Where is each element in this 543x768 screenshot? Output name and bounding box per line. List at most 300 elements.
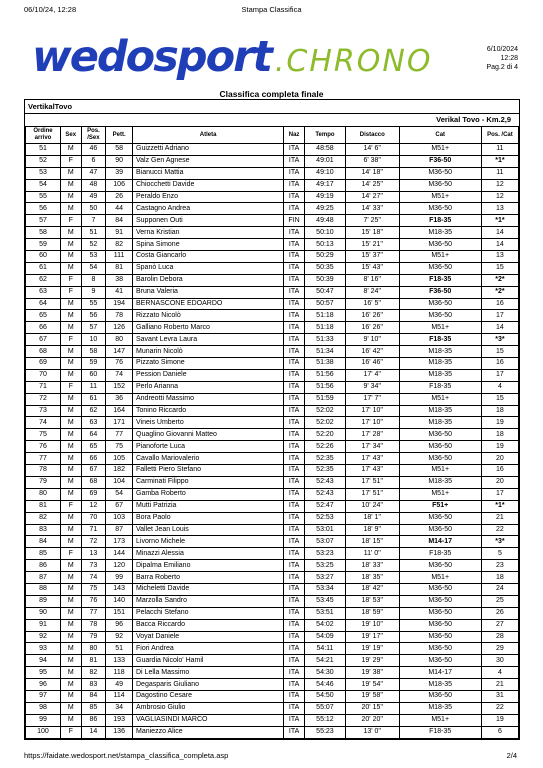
page-title: Classifica completa finale <box>219 89 324 99</box>
cell-bib: 82 <box>106 239 133 251</box>
cell-athlete: Bora Paolo <box>133 512 284 524</box>
cell-pos-cat: 25 <box>481 595 518 607</box>
cell-pos-cat: 23 <box>481 560 518 572</box>
results-box <box>24 99 520 740</box>
cell-gap: 19' 38'' <box>346 667 400 679</box>
cell-bib: 51 <box>106 643 133 655</box>
cell-category: M18-35 <box>399 476 481 488</box>
cell-athlete: Quaglino Giovanni Matteo <box>133 429 284 441</box>
cell-sex: M <box>60 310 81 322</box>
cell-athlete: Bianucci Mattia <box>133 167 284 179</box>
cell-pos-sex: 85 <box>81 702 106 714</box>
cell-athlete: Guardia Nicolo' Hamil <box>133 655 284 667</box>
cell-bib: 87 <box>106 524 133 536</box>
cell-pos-cat: *1* <box>481 215 518 227</box>
cell-time: 51:59 <box>304 393 345 405</box>
cell-athlete: Falletti Piero Stefano <box>133 465 284 477</box>
table-row <box>26 512 519 524</box>
cell-athlete: Perlo Arianna <box>133 381 284 393</box>
cell-category: M36-50 <box>399 453 481 465</box>
cell-athlete: Guizzetti Adriano <box>133 144 284 156</box>
cell-athlete: Barolin Debora <box>133 274 284 286</box>
cell-category: F51+ <box>399 500 481 512</box>
cell-nation: ITA <box>284 679 305 691</box>
cell-order: 70 <box>26 369 61 381</box>
cell-gap: 15' 43'' <box>346 262 400 274</box>
cell-nation: ITA <box>284 524 305 536</box>
cell-time: 54:50 <box>304 690 345 702</box>
cell-nation: ITA <box>284 595 305 607</box>
cell-time: 52:43 <box>304 488 345 500</box>
cell-order: 60 <box>26 251 61 263</box>
cell-nation: ITA <box>284 144 305 156</box>
cell-sex: M <box>60 655 81 667</box>
cell-order: 82 <box>26 512 61 524</box>
cell-sex: F <box>60 215 81 227</box>
cell-sex: M <box>60 167 81 179</box>
logo-suffix: .CHRONO <box>274 44 433 79</box>
cell-category: M51+ <box>399 393 481 405</box>
cell-sex: M <box>60 144 81 156</box>
col-header-pos-cat: Pos. /Cat <box>481 127 518 144</box>
cell-time: 53:34 <box>304 583 345 595</box>
cell-time: 50:57 <box>304 298 345 310</box>
cell-time: 52:47 <box>304 500 345 512</box>
cell-category: M36-50 <box>399 595 481 607</box>
cell-bib: 133 <box>106 655 133 667</box>
cell-nation: ITA <box>284 702 305 714</box>
cell-pos-sex: 54 <box>81 262 106 274</box>
cell-pos-sex: 66 <box>81 453 106 465</box>
cell-order: 52 <box>26 155 61 167</box>
cell-gap: 18' 33'' <box>346 560 400 572</box>
cell-nation: ITA <box>284 643 305 655</box>
cell-gap: 18' 59'' <box>346 607 400 619</box>
cell-order: 71 <box>26 381 61 393</box>
cell-order: 72 <box>26 393 61 405</box>
cell-pos-sex: 56 <box>81 310 106 322</box>
cell-time: 54:30 <box>304 667 345 679</box>
cell-pos-cat: 14 <box>481 227 518 239</box>
cell-bib: 80 <box>106 334 133 346</box>
cell-pos-sex: 59 <box>81 358 106 370</box>
cell-pos-sex: 76 <box>81 595 106 607</box>
cell-category: M18-35 <box>399 702 481 714</box>
cell-order: 95 <box>26 667 61 679</box>
cell-time: 55:23 <box>304 726 345 738</box>
cell-bib: 36 <box>106 393 133 405</box>
cell-nation: ITA <box>284 631 305 643</box>
cell-gap: 17' 51'' <box>346 488 400 500</box>
cell-order: 66 <box>26 322 61 334</box>
table-row <box>26 465 519 477</box>
cell-time: 53:23 <box>304 548 345 560</box>
cell-pos-sex: 75 <box>81 583 106 595</box>
cell-sex: M <box>60 524 81 536</box>
table-row <box>26 358 519 370</box>
cell-pos-cat: 13 <box>481 251 518 263</box>
cell-time: 53:07 <box>304 536 345 548</box>
cell-time: 54:21 <box>304 655 345 667</box>
cell-gap: 17' 43'' <box>346 453 400 465</box>
cell-nation: ITA <box>284 476 305 488</box>
cell-nation: ITA <box>284 619 305 631</box>
cell-order: 76 <box>26 441 61 453</box>
cell-pos-cat: 16 <box>481 465 518 477</box>
cell-nation: ITA <box>284 441 305 453</box>
table-row <box>26 251 519 263</box>
cell-athlete: Marzolla Sandro <box>133 595 284 607</box>
cell-gap: 11' 0'' <box>346 548 400 560</box>
cell-athlete: Bruna Valeria <box>133 286 284 298</box>
cell-category: M36-50 <box>399 512 481 524</box>
cell-sex: M <box>60 239 81 251</box>
cell-order: 100 <box>26 726 61 738</box>
cell-time: 52:02 <box>304 417 345 429</box>
cell-bib: 118 <box>106 667 133 679</box>
table-row <box>26 453 519 465</box>
cell-bib: 99 <box>106 572 133 584</box>
cell-sex: F <box>60 726 81 738</box>
cell-nation: ITA <box>284 583 305 595</box>
cell-athlete: Verna Kristian <box>133 227 284 239</box>
cell-gap: 14' 33'' <box>346 203 400 215</box>
cell-athlete: Supponen Outi <box>133 215 284 227</box>
cell-sex: M <box>60 417 81 429</box>
cell-category: M18-35 <box>399 369 481 381</box>
cell-athlete: Chiocchetti Davide <box>133 179 284 191</box>
cell-nation: ITA <box>284 334 305 346</box>
cell-order: 79 <box>26 476 61 488</box>
cell-time: 49:48 <box>304 215 345 227</box>
cell-nation: ITA <box>284 667 305 679</box>
cell-category: M18-35 <box>399 346 481 358</box>
table-row <box>26 679 519 691</box>
cell-pos-sex: 82 <box>81 667 106 679</box>
cell-pos-cat: 19 <box>481 441 518 453</box>
table-row <box>26 476 519 488</box>
cell-pos-sex: 47 <box>81 167 106 179</box>
cell-athlete: Voyat Daniele <box>133 631 284 643</box>
cell-sex: M <box>60 191 81 203</box>
cell-time: 52:53 <box>304 512 345 524</box>
cell-pos-cat: *2* <box>481 286 518 298</box>
table-row <box>26 667 519 679</box>
table-row <box>26 631 519 643</box>
cell-sex: M <box>60 262 81 274</box>
logo-main: wedosport <box>32 32 271 82</box>
cell-athlete: Tonino Riccardo <box>133 405 284 417</box>
cell-time: 55:12 <box>304 714 345 726</box>
cell-athlete: Fiori Andrea <box>133 643 284 655</box>
cell-gap: 13' 0'' <box>346 726 400 738</box>
cell-sex: M <box>60 453 81 465</box>
cell-order: 94 <box>26 655 61 667</box>
cell-nation: ITA <box>284 286 305 298</box>
col-header-athlete: Atleta <box>133 127 284 144</box>
cell-category: M51+ <box>399 144 481 156</box>
cell-time: 51:56 <box>304 381 345 393</box>
cell-bib: 54 <box>106 488 133 500</box>
col-header-category: Cat <box>399 127 481 144</box>
cell-athlete: Costa Giancarlo <box>133 251 284 263</box>
cell-order: 54 <box>26 179 61 191</box>
cell-category: M36-50 <box>399 310 481 322</box>
cell-pos-sex: 74 <box>81 572 106 584</box>
cell-nation: ITA <box>284 488 305 500</box>
cell-sex: M <box>60 667 81 679</box>
cell-athlete: Munarin Nicolò <box>133 346 284 358</box>
cell-gap: 15' 18'' <box>346 227 400 239</box>
cell-pos-sex: 77 <box>81 607 106 619</box>
cell-order: 97 <box>26 690 61 702</box>
cell-bib: 136 <box>106 726 133 738</box>
cell-category: M36-50 <box>399 429 481 441</box>
cell-athlete: Pession Daniele <box>133 369 284 381</box>
table-row <box>26 155 519 167</box>
cell-bib: 106 <box>106 179 133 191</box>
cell-order: 57 <box>26 215 61 227</box>
cell-pos-sex: 12 <box>81 500 106 512</box>
meta-time: 12:28 <box>500 55 518 62</box>
table-row <box>26 227 519 239</box>
cell-bib: 126 <box>106 322 133 334</box>
cell-order: 69 <box>26 358 61 370</box>
cell-athlete: Di Lella Massimo <box>133 667 284 679</box>
cell-pos-sex: 50 <box>81 203 106 215</box>
cell-sex: M <box>60 465 81 477</box>
cell-category: M18-35 <box>399 679 481 691</box>
cell-pos-sex: 78 <box>81 619 106 631</box>
cell-bib: 111 <box>106 251 133 263</box>
table-row <box>26 702 519 714</box>
cell-category: M51+ <box>399 488 481 500</box>
cell-pos-cat: 17 <box>481 310 518 322</box>
cell-time: 51:33 <box>304 334 345 346</box>
cell-sex: M <box>60 714 81 726</box>
footer-url: https://faidate.wedosport.net/stampa_classifica_completa.asp <box>24 751 229 760</box>
cell-athlete: Spanò Luca <box>133 262 284 274</box>
cell-time: 53:01 <box>304 524 345 536</box>
cell-category: M36-50 <box>399 560 481 572</box>
cell-order: 84 <box>26 536 61 548</box>
cell-pos-cat: 13 <box>481 203 518 215</box>
cell-order: 51 <box>26 144 61 156</box>
cell-sex: M <box>60 679 81 691</box>
cell-bib: 77 <box>106 429 133 441</box>
print-header <box>0 3 543 17</box>
cell-pos-sex: 83 <box>81 679 106 691</box>
cell-bib: 76 <box>106 358 133 370</box>
cell-gap: 16' 26'' <box>346 310 400 322</box>
cell-bib: 26 <box>106 191 133 203</box>
cell-bib: 75 <box>106 441 133 453</box>
cell-pos-sex: 61 <box>81 393 106 405</box>
cell-bib: 74 <box>106 369 133 381</box>
cell-sex: M <box>60 393 81 405</box>
cell-order: 86 <box>26 560 61 572</box>
cell-pos-sex: 86 <box>81 714 106 726</box>
cell-nation: ITA <box>284 191 305 203</box>
cell-sex: M <box>60 346 81 358</box>
cell-gap: 20' 20'' <box>346 714 400 726</box>
cell-order: 59 <box>26 239 61 251</box>
cell-athlete: Peraldo Enzo <box>133 191 284 203</box>
cell-sex: M <box>60 512 81 524</box>
table-row <box>26 595 519 607</box>
cell-nation: ITA <box>284 655 305 667</box>
cell-athlete: Carminati Filippo <box>133 476 284 488</box>
cell-pos-sex: 57 <box>81 322 106 334</box>
cell-time: 49:19 <box>304 191 345 203</box>
cell-sex: M <box>60 405 81 417</box>
cell-pos-sex: 73 <box>81 560 106 572</box>
cell-pos-sex: 58 <box>81 346 106 358</box>
cell-category: M14-17 <box>399 536 481 548</box>
cell-nation: ITA <box>284 251 305 263</box>
cell-bib: 39 <box>106 167 133 179</box>
table-row <box>26 286 519 298</box>
cell-nation: ITA <box>284 690 305 702</box>
cell-gap: 17' 7'' <box>346 393 400 405</box>
wedosport-logo <box>32 32 452 84</box>
cell-pos-cat: *3* <box>481 536 518 548</box>
cell-category: F18-35 <box>399 726 481 738</box>
cell-sex: F <box>60 274 81 286</box>
cell-bib: 194 <box>106 298 133 310</box>
cell-athlete: Castagno Andrea <box>133 203 284 215</box>
cell-category: M36-50 <box>399 203 481 215</box>
cell-category: F18-35 <box>399 381 481 393</box>
table-row <box>26 203 519 215</box>
cell-order: 78 <box>26 465 61 477</box>
cell-pos-cat: 19 <box>481 417 518 429</box>
table-row <box>26 405 519 417</box>
cell-category: M51+ <box>399 465 481 477</box>
cell-pos-sex: 64 <box>81 429 106 441</box>
cell-pos-sex: 48 <box>81 179 106 191</box>
cell-time: 49:01 <box>304 155 345 167</box>
cell-pos-cat: 21 <box>481 512 518 524</box>
cell-gap: 14' 18'' <box>346 167 400 179</box>
cell-time: 51:18 <box>304 310 345 322</box>
table-row <box>26 643 519 655</box>
meta-page: Pag.2 di 4 <box>486 64 518 71</box>
cell-sex: M <box>60 572 81 584</box>
cell-nation: ITA <box>284 155 305 167</box>
cell-pos-sex: 46 <box>81 144 106 156</box>
cell-athlete: Degasparis Giuliano <box>133 679 284 691</box>
cell-time: 54:46 <box>304 679 345 691</box>
cell-pos-sex: 70 <box>81 512 106 524</box>
cell-nation: ITA <box>284 358 305 370</box>
cell-pos-cat: 29 <box>481 643 518 655</box>
cell-category: M36-50 <box>399 631 481 643</box>
cell-nation: FIN <box>284 215 305 227</box>
table-row <box>26 524 519 536</box>
cell-nation: ITA <box>284 393 305 405</box>
cell-bib: 104 <box>106 476 133 488</box>
cell-gap: 18' 42'' <box>346 583 400 595</box>
col-header-time: Tempo <box>304 127 345 144</box>
cell-bib: 84 <box>106 215 133 227</box>
cell-sex: M <box>60 631 81 643</box>
cell-pos-cat: 15 <box>481 393 518 405</box>
cell-order: 74 <box>26 417 61 429</box>
cell-time: 51:34 <box>304 346 345 358</box>
cell-sex: F <box>60 548 81 560</box>
cell-gap: 16' 42'' <box>346 346 400 358</box>
cell-order: 92 <box>26 631 61 643</box>
cell-gap: 15' 37'' <box>346 251 400 263</box>
cell-gap: 16' 26'' <box>346 322 400 334</box>
cell-bib: 152 <box>106 381 133 393</box>
cell-sex: M <box>60 643 81 655</box>
cell-order: 93 <box>26 643 61 655</box>
cell-category: F18-35 <box>399 215 481 227</box>
cell-pos-sex: 62 <box>81 405 106 417</box>
cell-pos-cat: 22 <box>481 524 518 536</box>
cell-pos-sex: 80 <box>81 643 106 655</box>
table-row <box>26 488 519 500</box>
cell-pos-sex: 67 <box>81 465 106 477</box>
cell-order: 83 <box>26 524 61 536</box>
cell-bib: 182 <box>106 465 133 477</box>
cell-athlete: Maniezzo Alice <box>133 726 284 738</box>
cell-pos-cat: 28 <box>481 631 518 643</box>
cell-bib: 151 <box>106 607 133 619</box>
cell-gap: 18' 1'' <box>346 512 400 524</box>
cell-order: 53 <box>26 167 61 179</box>
cell-bib: 44 <box>106 203 133 215</box>
cell-gap: 16' 5'' <box>346 298 400 310</box>
cell-bib: 78 <box>106 310 133 322</box>
cell-pos-cat: 17 <box>481 488 518 500</box>
cell-time: 50:47 <box>304 286 345 298</box>
cell-pos-sex: 6 <box>81 155 106 167</box>
cell-time: 52:20 <box>304 429 345 441</box>
cell-category: M36-50 <box>399 619 481 631</box>
cell-pos-cat: *1* <box>481 500 518 512</box>
cell-order: 56 <box>26 203 61 215</box>
cell-pos-cat: 19 <box>481 714 518 726</box>
cell-pos-cat: 21 <box>481 679 518 691</box>
results-table <box>25 126 519 739</box>
cell-athlete: Cavallo Mariovalerio <box>133 453 284 465</box>
cell-bib: 105 <box>106 453 133 465</box>
cell-order: 87 <box>26 572 61 584</box>
table-row <box>26 239 519 251</box>
cell-pos-sex: 7 <box>81 215 106 227</box>
cell-pos-cat: 5 <box>481 548 518 560</box>
table-row <box>26 346 519 358</box>
cell-pos-sex: 10 <box>81 334 106 346</box>
table-row <box>26 393 519 405</box>
cell-category: F36-50 <box>399 155 481 167</box>
cell-time: 52:02 <box>304 405 345 417</box>
cell-gap: 16' 46'' <box>346 358 400 370</box>
cell-nation: ITA <box>284 465 305 477</box>
cell-pos-sex: 71 <box>81 524 106 536</box>
cell-time: 54:09 <box>304 631 345 643</box>
col-header-gap: Distacco <box>346 127 400 144</box>
cell-bib: 90 <box>106 155 133 167</box>
cell-bib: 140 <box>106 595 133 607</box>
cell-pos-cat: 16 <box>481 298 518 310</box>
cell-time: 53:25 <box>304 560 345 572</box>
cell-gap: 19' 54'' <box>346 679 400 691</box>
table-header-row <box>26 127 519 144</box>
